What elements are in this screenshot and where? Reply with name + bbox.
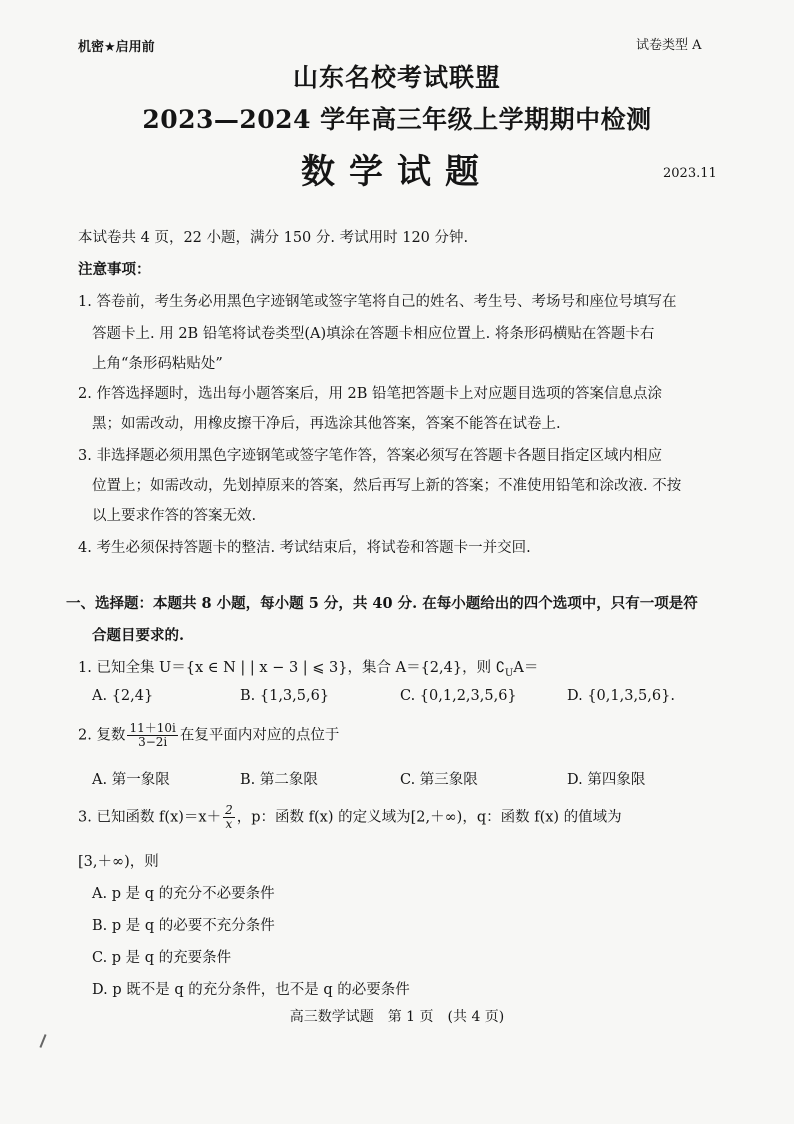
q3-option-c: C. p 是 q 的充要条件 — [92, 950, 232, 966]
section-heading: 一、选择题：本题共 8 小题，每小题 5 分，共 40 分. 在每小题给出的四个选项中，只有一项是符 — [66, 595, 698, 612]
q2-option-c: C. 第三象限 — [400, 772, 478, 788]
q3-option-d: D. p 既不是 q 的充分条件，也不是 q 的必要条件 — [92, 982, 410, 998]
q1-option-b: B. {1,3,5,6} — [240, 688, 330, 704]
title-line-3: 数学试题 — [301, 152, 493, 192]
q2-stem-post: 在复平面内对应的点位于 — [179, 727, 340, 744]
notice-line: 黑；如需改动，用橡皮擦干净后，再选涂其他答案，答案不能答在试卷上. — [92, 416, 561, 432]
title-line-2: 2023—2024 学年高三年级上学期期中检测 — [142, 105, 652, 134]
question-3-stem-cont: [3,＋∞)，则 — [78, 854, 159, 870]
q2-stem-pre: 2. 复数 — [78, 727, 126, 744]
q3-stem-post: ，p：函数 f(x) 的定义域为[2,＋∞)，q：函数 f(x) 的值域为 — [236, 809, 622, 826]
pen-mark — [39, 1034, 46, 1048]
q2-frac-den: 3−2i — [138, 735, 168, 749]
q3-option-a: A. p 是 q 的充分不必要条件 — [92, 886, 275, 902]
q2-option-b: B. 第二象限 — [240, 772, 318, 788]
q1-stem-sub: U — [504, 667, 514, 679]
q1-stem-text: 1. 已知全集 U＝{x ∈ N | | x − 3 | ⩽ 3}，集合 A＝{2,4}，则 ∁ — [78, 660, 505, 676]
q1-option-d: D. {0,1,3,5,6}. — [567, 688, 675, 704]
q1-option-a: A. {2,4} — [92, 688, 154, 704]
notice-line: 位置上；如需改动，先划掉原来的答案，然后再写上新的答案；不准使用铅笔和涂改液. 不按 — [92, 478, 682, 494]
notice-line: 以上要求作答的答案无效. — [92, 508, 257, 524]
q3-option-b: B. p 是 q 的必要不充分条件 — [92, 918, 275, 934]
notice-line: 1. 答卷前，考生务必用黑色字迹钢笔或签字笔将自己的姓名、考生号、考场号和座位号填写在 — [78, 294, 677, 310]
notice-line: 2. 作答选择题时，选出每小题答案后，用 2B 铅笔把答题卡上对应题目选项的答案信息点涂 — [78, 386, 663, 402]
q3-stem-pre: 3. 已知函数 f(x)＝x＋ — [78, 809, 222, 826]
notice-line: 上角“条形码粘贴处” — [92, 356, 223, 372]
question-1-stem — [78, 656, 538, 679]
q2-fraction — [127, 722, 177, 749]
notice-line: 答题卡上. 用 2B 铅笔将试卷类型(A)填涂在答题卡相应位置上. 将条形码横贴在答题卡右 — [92, 326, 655, 342]
confidential-label: 机密★启用前 — [78, 40, 155, 55]
exam-date: 2023.11 — [663, 166, 717, 181]
notice-line: 4. 考生必须保持答题卡的整洁. 考试结束后，将试卷和答题卡一并交回. — [78, 540, 531, 556]
q2-frac-num: 11＋10i — [129, 721, 176, 735]
q3-frac-num: 2 — [225, 803, 233, 817]
paper-type-label: 试卷类型 A — [636, 38, 702, 53]
title-line-1: 山东名校考试联盟 — [292, 63, 501, 92]
question-2-stem — [78, 722, 339, 749]
q2-option-d: D. 第四象限 — [567, 772, 646, 788]
question-3-stem — [78, 804, 622, 831]
q3-frac-den: x — [225, 817, 233, 831]
q1-stem-end: A＝ — [513, 660, 539, 676]
notice-line: 3. 非选择题必须用黑色字迹钢笔或签字笔作答，答案必须写在答题卡各题目指定区域内相应 — [78, 448, 662, 464]
q3-fraction — [223, 804, 235, 831]
section-heading-cont: 合题目要求的. — [92, 627, 185, 644]
q2-option-a: A. 第一象限 — [92, 772, 170, 788]
page-footer: 高三数学试题 第 1 页 (共 4 页) — [289, 1009, 505, 1025]
intro-text: 本试卷共 4 页，22 小题，满分 150 分. 考试用时 120 分钟. — [78, 230, 469, 246]
notice-heading: 注意事项： — [78, 261, 151, 278]
q1-option-c: C. {0,1,2,3,5,6} — [400, 688, 517, 704]
